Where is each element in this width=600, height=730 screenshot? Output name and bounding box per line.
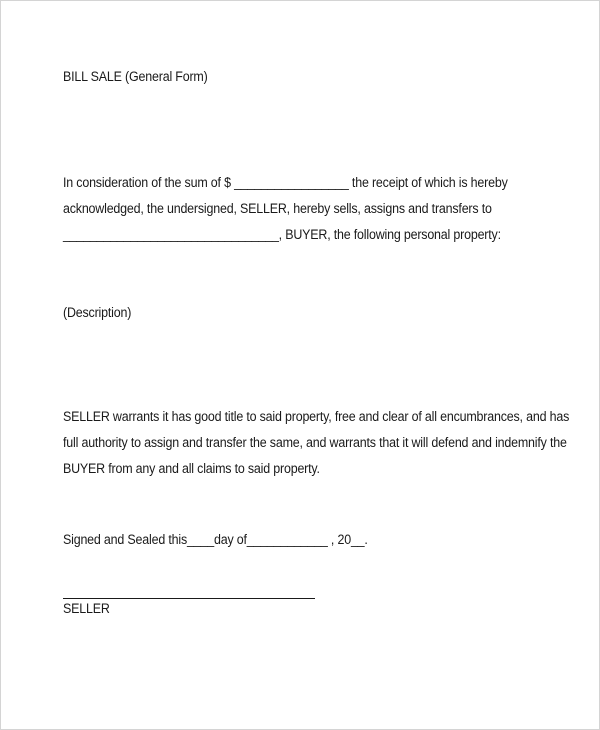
seller-label: SELLER: [63, 601, 110, 616]
consideration-line-2: acknowledged, the undersigned, SELLER, hereby sells, assigns and transfers to: [63, 201, 492, 216]
document-title: BILL SALE (General Form): [63, 69, 208, 84]
signed-sealed-line: Signed and Sealed this____day of____________ , 20__.: [63, 532, 368, 547]
description-placeholder: (Description): [63, 305, 132, 320]
warranty-line-2: full authority to assign and transfer the same, and warrants that it will defend and indemnify the: [63, 435, 567, 450]
warranty-line-1: SELLER warrants it has good title to said property, free and clear of all encumbrances, and has: [63, 409, 570, 424]
seller-signature-line: [63, 598, 315, 599]
consideration-line-1: In consideration of the sum of $ _________________ the receipt of which is hereby: [63, 175, 508, 190]
consideration-line-3: ________________________________, BUYER, the following personal property:: [63, 227, 501, 242]
warranty-line-3: BUYER from any and all claims to said property.: [63, 461, 320, 476]
